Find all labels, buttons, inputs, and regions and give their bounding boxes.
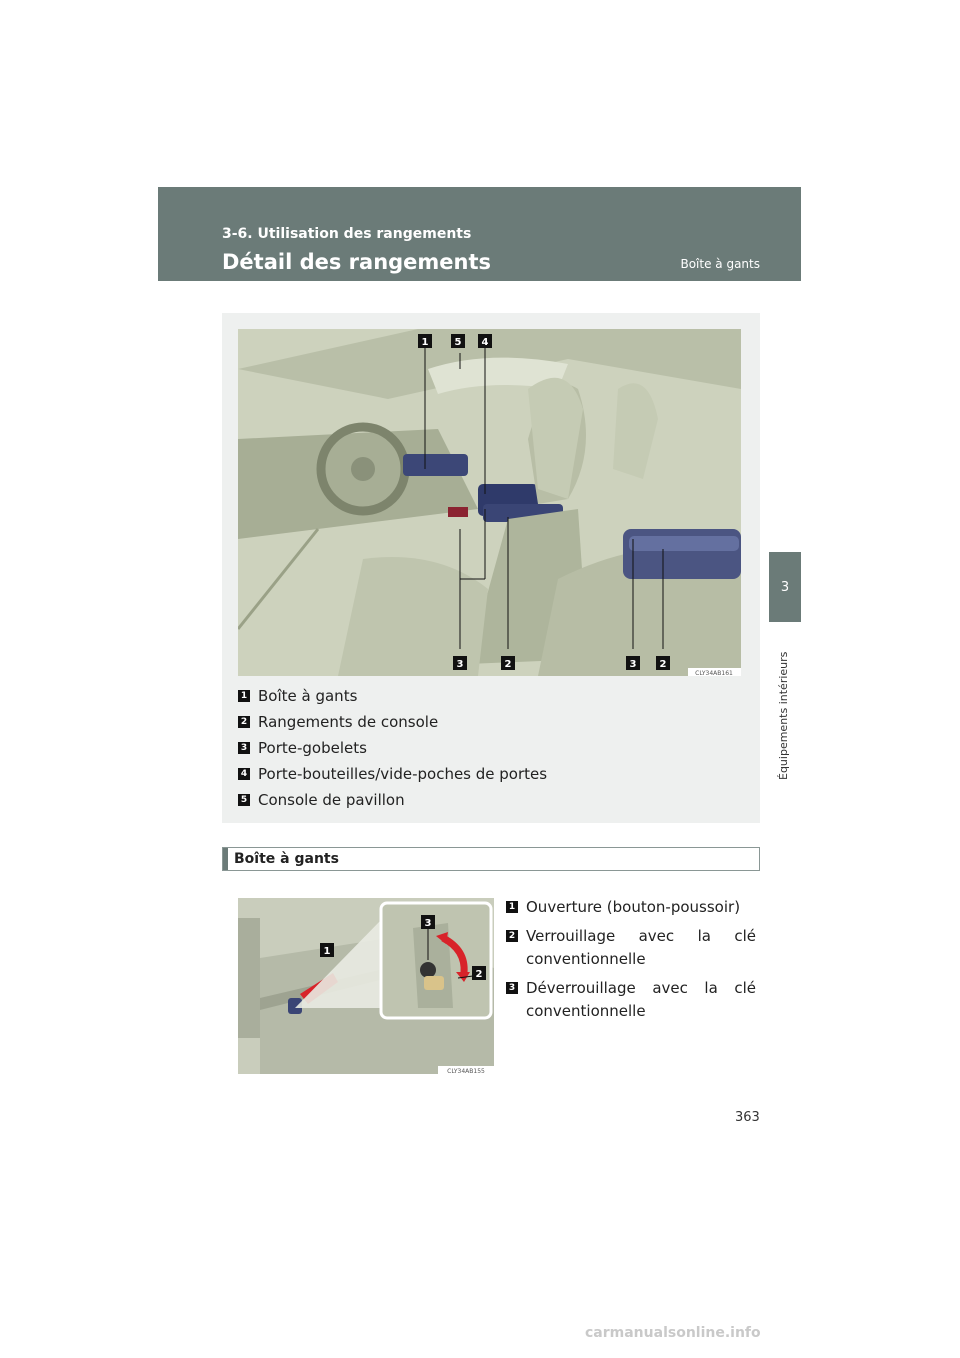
legend-number: 1: [238, 690, 250, 702]
subheading-accent: [223, 848, 228, 870]
glove-figure-code: CLY34AB155: [447, 1068, 485, 1074]
step-text: Déverrouillage avec la clé conventionnelle: [526, 979, 756, 1020]
glove-callout-3: [421, 915, 435, 929]
svg-text:3: 3: [629, 659, 637, 670]
glove-callout-1: [320, 943, 334, 957]
legend-label: Rangements de console: [258, 713, 439, 731]
subheading-text: Boîte à gants: [234, 851, 339, 867]
legend-number: 5: [238, 794, 250, 806]
storage-legend: [238, 683, 547, 813]
svg-text:5: 5: [454, 337, 462, 348]
glovebox-step: [506, 896, 756, 919]
svg-text:1: 1: [323, 946, 331, 957]
step-number: 3: [506, 982, 518, 994]
callout-3b: [626, 656, 640, 670]
legend-label: Porte-gobelets: [258, 739, 367, 757]
chapter-tab[interactable]: [769, 552, 801, 622]
svg-text:3: 3: [456, 659, 464, 670]
page-number: 363: [735, 1110, 760, 1125]
section-label: 3-6. Utilisation des rangements: [222, 226, 472, 242]
legend-number: 4: [238, 768, 250, 780]
svg-text:2: 2: [659, 659, 667, 670]
svg-text:1: 1: [421, 337, 429, 348]
chapter-label: Équipements intérieurs: [777, 651, 790, 780]
step-number: 2: [506, 930, 518, 942]
callout-2a: [501, 656, 515, 670]
svg-text:2: 2: [504, 659, 512, 670]
step-text: Verrouillage avec la clé conventionnelle: [526, 927, 756, 968]
glovebox-step: [506, 977, 756, 1023]
svg-text:3: 3: [424, 918, 432, 929]
step-number: 1: [506, 901, 518, 913]
legend-item: [238, 761, 547, 787]
svg-text:4: 4: [481, 337, 489, 348]
legend-label: Console de pavillon: [258, 791, 405, 809]
watermark: carmanualsonline.info: [585, 1325, 761, 1341]
legend-item: [238, 735, 547, 761]
callout-2b: [656, 656, 670, 670]
glove-callout-2: [472, 966, 486, 980]
car-interior-illustration: [238, 329, 741, 676]
glovebox-steps: [506, 896, 756, 1029]
page-title: Détail des rangements: [222, 250, 492, 274]
legend-label: Boîte à gants: [258, 687, 358, 705]
svg-text:2: 2: [475, 969, 483, 980]
callout-1: [418, 334, 432, 348]
step-text: Ouverture (bouton-poussoir): [526, 898, 741, 916]
glovebox-step: [506, 925, 756, 971]
legend-number: 3: [238, 742, 250, 754]
legend-item: [238, 787, 547, 813]
glovebox-illustration: [238, 898, 494, 1074]
callout-4: [478, 334, 492, 348]
legend-item: [238, 683, 547, 709]
header-subtitle: Boîte à gants: [680, 257, 760, 271]
callout-5: [451, 334, 465, 348]
callout-3a: [453, 656, 467, 670]
legend-label: Porte-bouteilles/vide-poches de portes: [258, 765, 548, 783]
glovebox-subheading: [222, 847, 760, 871]
figure-code: CLY34AB161: [695, 670, 733, 676]
legend-number: 2: [238, 716, 250, 728]
chapter-number: 3: [780, 579, 790, 595]
legend-item: [238, 709, 547, 735]
